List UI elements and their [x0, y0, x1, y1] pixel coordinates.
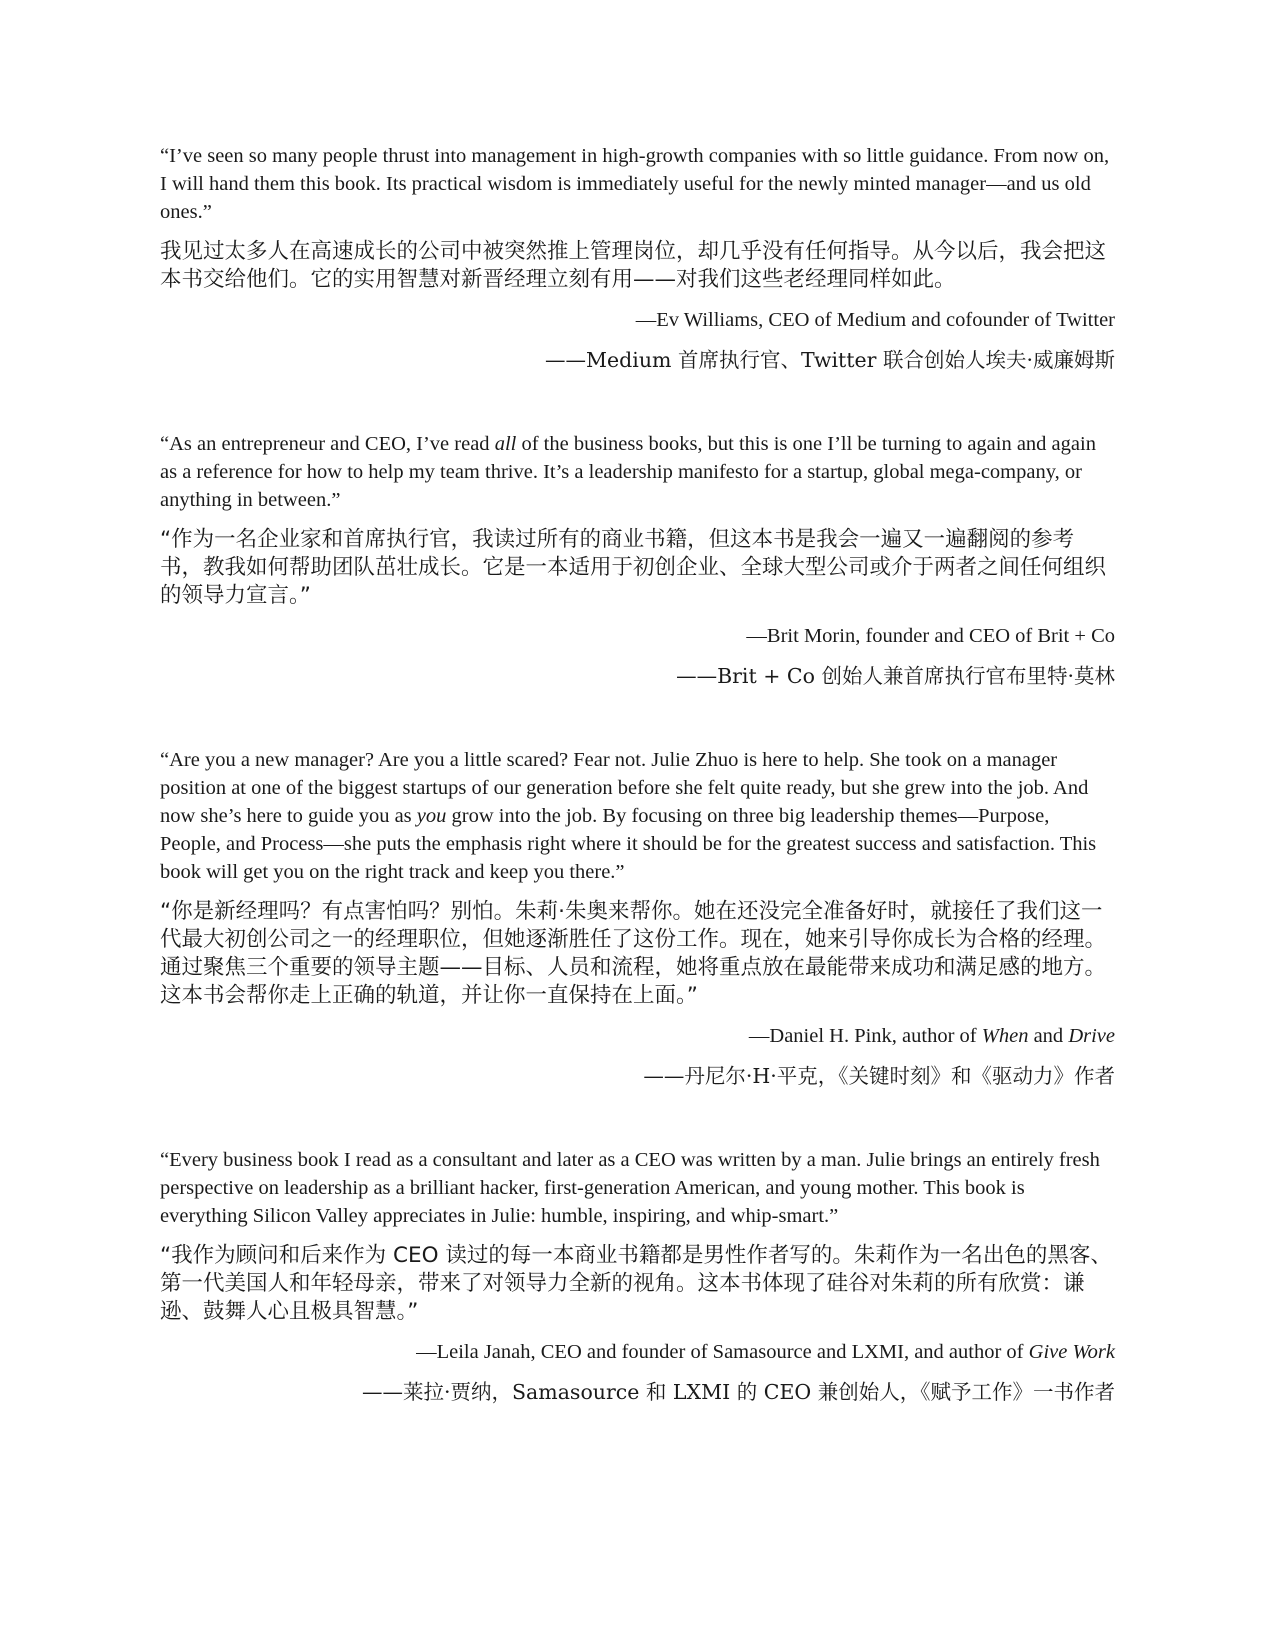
quote-english — [160, 746, 1115, 886]
quote-emphasis: all — [494, 433, 517, 455]
quote-chinese: “作为一名企业家和首席执行官，我读过所有的商业书籍，但这本书是我会一遍又一遍翻阅的参考书，教我如何帮助团队茁壮成长。它是一本适用于初创企业、全球大型公司或介于两者之间任何组织的领导力宣言。” — [160, 527, 1107, 608]
book-title: When — [981, 1025, 1029, 1047]
quote-text-part: “Are you a new manager? Are you a little scared? Fear not. Julie Zhuo is here to help. She took on a manager position at one of the biggest startups of our generation before she felt quite ready, but she grew into the job. And now she’s here to guide you as — [160, 749, 1089, 827]
endorsements-page — [160, 142, 1115, 1462]
endorsement-4 — [160, 1146, 1115, 1406]
quote-chinese: “我作为顾问和后来作为 CEO 读过的每一本商业书籍都是男性作者写的。朱莉作为一名出色的黑客、第一代美国人和年轻母亲，带来了对领导力全新的视角。这本书体现了硅谷对朱莉的所有欣赏：谦逊、鼓舞人心且极具智慧。” — [160, 1243, 1112, 1324]
quote-text-part: “As an entrepreneur and CEO, I’ve read — [160, 433, 495, 455]
attribution-chinese: ——Brit + Co 创始人兼首席执行官布里特·莫林 — [676, 664, 1115, 688]
attribution-english — [160, 1338, 1115, 1366]
book-title: Drive — [1068, 1025, 1115, 1047]
quote-text-part: of the business books, but this is one I’ll be turning to again and again as a reference for how to help my team thrive. It’s a leadership manifesto for a startup, global mega-company, or anything in between.” — [160, 433, 1096, 511]
attribution-chinese: ——Medium 首席执行官、Twitter 联合创始人埃夫·威廉姆斯 — [545, 348, 1115, 372]
endorsement-2 — [160, 430, 1115, 690]
attribution-text-part: —Daniel H. Pink, author of — [748, 1025, 982, 1047]
endorsement-1 — [160, 142, 1115, 374]
quote-english: “Every business book I read as a consultant and later as a CEO was written by a man. Julie brings an entirely fresh perspective on leadership as a brilliant hacker, first-generation American, and young mother. This book is everything Silicon Valley appreciates in Julie: humble, inspiring, and whip-smart.” — [160, 1149, 1100, 1227]
quote-text-part: grow into the job. By focusing on three big leadership themes—Purpose, People, and Process—she puts the emphasis right where it should be for the greatest success and satisfaction. This book will get you on the right track and keep you there.” — [160, 805, 1097, 883]
attribution-english: —Ev Williams, CEO of Medium and cofounder of Twitter — [635, 309, 1115, 331]
quote-emphasis: you — [416, 805, 447, 827]
attribution-chinese: ——丹尼尔·H·平克，《关键时刻》和《驱动力》作者 — [643, 1064, 1115, 1088]
endorsement-3 — [160, 746, 1115, 1090]
attribution-text-part: and — [1028, 1025, 1069, 1047]
attribution-english — [160, 1022, 1115, 1050]
quote-english: “I’ve seen so many people thrust into management in high-growth companies with so little guidance. From now on, I will hand them this book. Its practical wisdom is immediately useful for the newly minted manager—and us old ones.” — [160, 145, 1110, 223]
attribution-english: —Brit Morin, founder and CEO of Brit + Co — [746, 625, 1115, 647]
quote-chinese: “你是新经理吗？有点害怕吗？别怕。朱莉·朱奥来帮你。她在还没完全准备好时，就接任了我们这一代最大初创公司之一的经理职位，但她逐渐胜任了这份工作。现在，她来引导你成长为合格的经理。通过聚焦三个重要的领导主题——目标、人员和流程，她将重点放在最能带来成功和满足感的地方。这本书会帮你走上正确的轨道，并让你一直保持在上面。” — [160, 899, 1107, 1008]
quote-chinese: 我见过太多人在高速成长的公司中被突然推上管理岗位，却几乎没有任何指导。从今以后，我会把这本书交给他们。它的实用智慧对新晋经理立刻有用——对我们这些老经理同样如此。 — [160, 239, 1107, 292]
attribution-text-part: —Leila Janah, CEO and founder of Samasource and LXMI, and author of — [416, 1341, 1029, 1363]
quote-english — [160, 430, 1115, 514]
book-title: Give Work — [1028, 1341, 1115, 1363]
attribution-chinese: ——莱拉·贾纳，Samasource 和 LXMI 的 CEO 兼创始人，《赋予工作》一书作者 — [361, 1380, 1115, 1404]
